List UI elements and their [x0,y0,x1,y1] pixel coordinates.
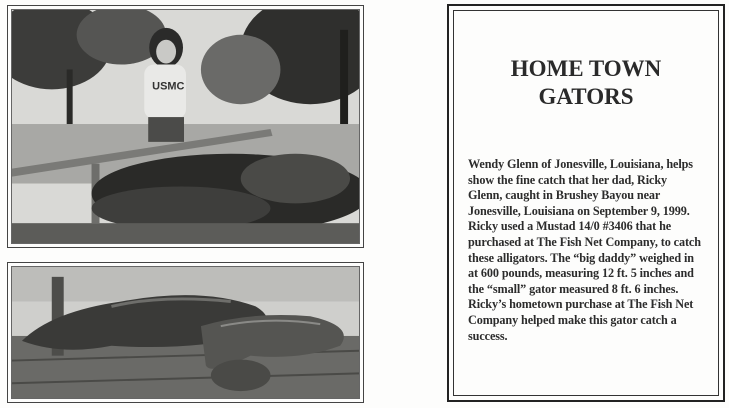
photo1-image [12,10,359,243]
article-body: Wendy Glenn of Jonesville, Louisiana, helps show the fine catch that her dad, Ricky Glenn, caught in Brushey Bayou near Jonesville, Louisiana on September 9, 1999. Ricky used a Mustad 14/0 #3406 that he purchased at The Fish Net Company, to catch these alligators. The “big daddy” weighed in at 600 pounds, measuring 12 ft. 5 inches and the “small” gator measured 8 ft. 6 inches. Ricky’s hometown purchase at The Fish Net Company helped make this gator catch a success. [468,157,701,343]
shirt-text: USMC [152,80,185,93]
article-headline [468,55,704,111]
headline-line-1: HOME TOWN [510,56,662,81]
article-box [447,4,725,402]
girl-with-alligators-photo [7,5,364,248]
article-inner-frame [453,10,719,396]
photo2-image [12,267,359,398]
two-alligators-photo [7,262,364,403]
headline-line-2: GATORS [538,84,634,109]
